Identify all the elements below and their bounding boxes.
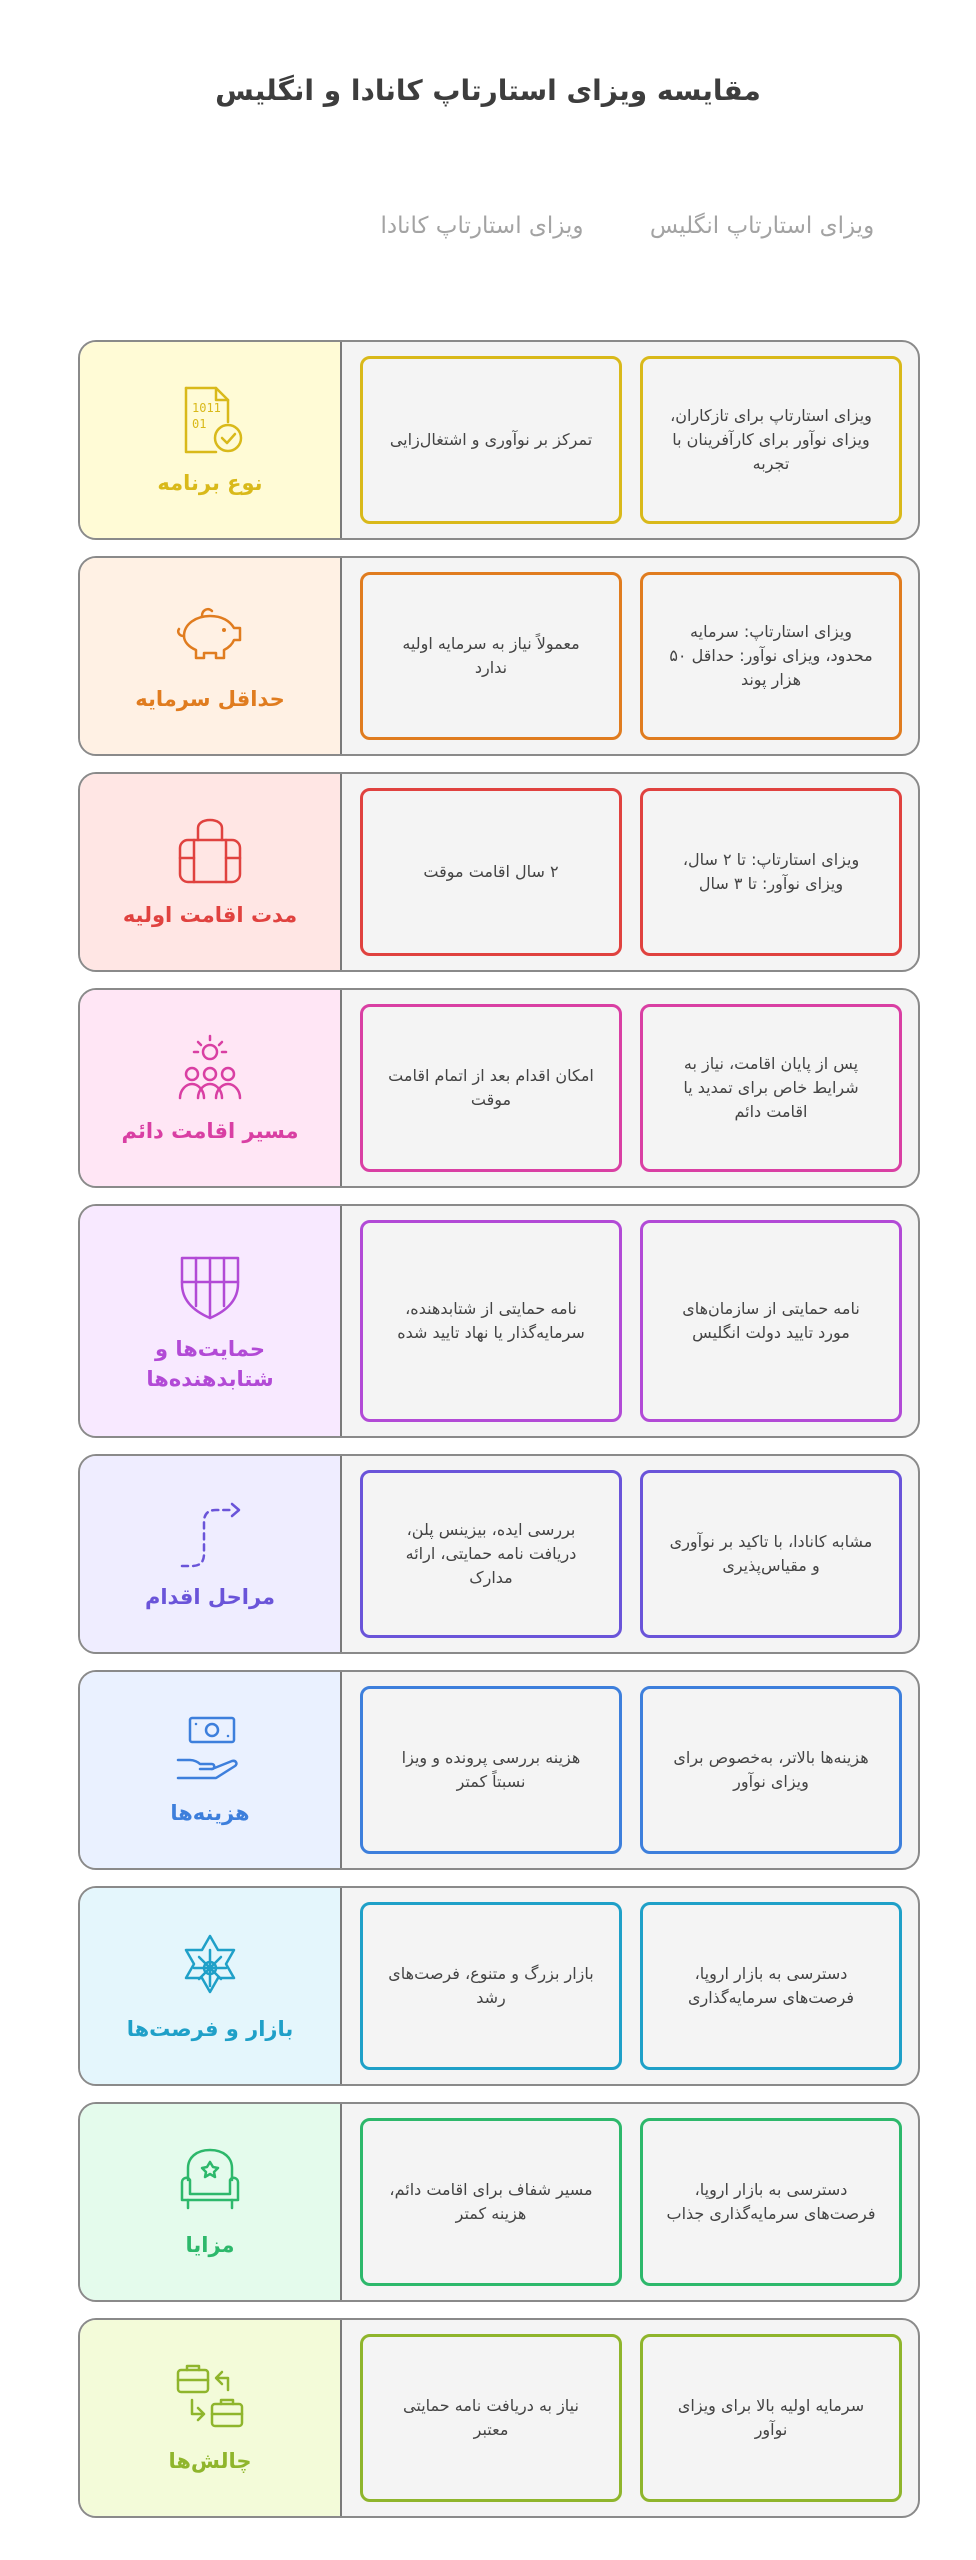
row-category bbox=[80, 1206, 342, 1436]
row-label: نوع برنامه bbox=[157, 471, 263, 495]
row-label: مزایا bbox=[185, 2233, 235, 2257]
cell-canada: معمولاً نیاز به سرمایه اولیه ندارد bbox=[360, 572, 622, 740]
cell-canada: بازار بزرگ و متنوع، فرصت‌های رشد bbox=[360, 1902, 622, 2070]
row-label: هزینه‌ها bbox=[170, 1801, 250, 1825]
briefcase-swap-icon bbox=[172, 2360, 248, 2436]
money-hand-icon bbox=[172, 1712, 248, 1788]
document-check-icon bbox=[172, 382, 248, 458]
row-category bbox=[80, 2104, 342, 2300]
comparison-row bbox=[78, 340, 920, 540]
row-label: بازار و فرصت‌ها bbox=[126, 2017, 294, 2041]
armchair-icon bbox=[172, 2144, 248, 2220]
comparison-row bbox=[78, 1204, 920, 1438]
comparison-row bbox=[78, 1886, 920, 2086]
comparison-row bbox=[78, 2102, 920, 2302]
snowflake-star-icon bbox=[172, 1928, 248, 2004]
row-label: مراحل اقدام bbox=[144, 1585, 276, 1609]
cell-canada: نامه حمایتی از شتابدهنده، سرمایه‌گذار یا نهاد تایید شده bbox=[360, 1220, 622, 1422]
row-category bbox=[80, 558, 342, 754]
cell-uk: ویزای استارتاپ: سرمایه محدود، ویزای نوآور: حداقل ۵۰ هزار پوند bbox=[640, 572, 902, 740]
svg-text:01: 01 bbox=[192, 417, 207, 431]
row-category bbox=[80, 1888, 342, 2084]
suitcase-icon bbox=[172, 814, 248, 890]
column-header-canada: ویزای استارتاپ کانادا bbox=[380, 213, 584, 239]
comparison-row bbox=[78, 988, 920, 1188]
piggy-bank-icon bbox=[172, 598, 248, 674]
cell-canada: نیاز به دریافت نامه حمایتی معتبر bbox=[360, 2334, 622, 2502]
path-arrow-icon bbox=[172, 1496, 248, 1572]
people-sun-icon bbox=[172, 1030, 248, 1106]
cell-canada: هزینه بررسی پرونده و ویزا نسبتاً کمتر bbox=[360, 1686, 622, 1854]
comparison-row bbox=[78, 772, 920, 972]
comparison-row bbox=[78, 1670, 920, 1870]
row-label: حمایت‌ها و شتابدهنده‌ها bbox=[146, 1337, 274, 1391]
row-category bbox=[80, 1456, 342, 1652]
row-category bbox=[80, 774, 342, 970]
cell-canada: تمرکز بر نوآوری و اشتغال‌زایی bbox=[360, 356, 622, 524]
row-label: مدت اقامت اولیه bbox=[122, 903, 298, 927]
comparison-row bbox=[78, 2318, 920, 2518]
cell-uk: دسترسی به بازار اروپا، فرصت‌های سرمایه‌گذاری جذاب bbox=[640, 2118, 902, 2286]
cell-uk: دسترسی به بازار اروپا، فرصت‌های سرمایه‌گذاری bbox=[640, 1902, 902, 2070]
row-label: چالش‌ها bbox=[168, 2449, 252, 2473]
cell-uk: ویزای استارتاپ برای تازکاران، ویزای نوآور برای کارآفرینان با تجربه bbox=[640, 356, 902, 524]
cell-canada: ۲ سال اقامت موقت bbox=[360, 788, 622, 956]
comparison-row bbox=[78, 556, 920, 756]
comparison-row bbox=[78, 1454, 920, 1654]
cell-uk: مشابه کانادا، با تاکید بر نوآوری و مقیاس‌پذیری bbox=[640, 1470, 902, 1638]
page-title: مقایسه ویزای استارتاپ کانادا و انگلیس bbox=[215, 74, 761, 107]
row-category bbox=[80, 342, 342, 538]
shield-icon bbox=[172, 1248, 248, 1324]
cell-uk: هزینه‌ها بالاتر، به‌خصوص برای ویزای نوآور bbox=[640, 1686, 902, 1854]
cell-uk: ویزای استارتاپ: تا ۲ سال، ویزای نوآور: تا ۳ سال bbox=[640, 788, 902, 956]
column-header-uk: ویزای استارتاپ انگلیس bbox=[649, 213, 875, 239]
row-label: حداقل سرمایه bbox=[135, 687, 285, 711]
row-label: مسیر اقامت دائم bbox=[121, 1119, 299, 1143]
row-category bbox=[80, 990, 342, 1186]
cell-canada: بررسی ایده، بیزینس پلن، دریافت نامه حمایتی، ارائه مدارک bbox=[360, 1470, 622, 1638]
cell-canada: امکان اقدام بعد از اتمام اقامت موقت bbox=[360, 1004, 622, 1172]
cell-uk: نامه حمایتی از سازمان‌های مورد تایید دولت انگلیس bbox=[640, 1220, 902, 1422]
svg-text:1011: 1011 bbox=[192, 401, 221, 415]
cell-uk: سرمایه اولیه بالا برای ویزای نوآور bbox=[640, 2334, 902, 2502]
cell-canada: مسیر شفاف برای اقامت دائم، هزینه کمتر bbox=[360, 2118, 622, 2286]
row-category bbox=[80, 1672, 342, 1868]
cell-uk: پس از پایان اقامت، نیاز به شرایط خاص برای تمدید یا اقامت دائم bbox=[640, 1004, 902, 1172]
row-category bbox=[80, 2320, 342, 2516]
